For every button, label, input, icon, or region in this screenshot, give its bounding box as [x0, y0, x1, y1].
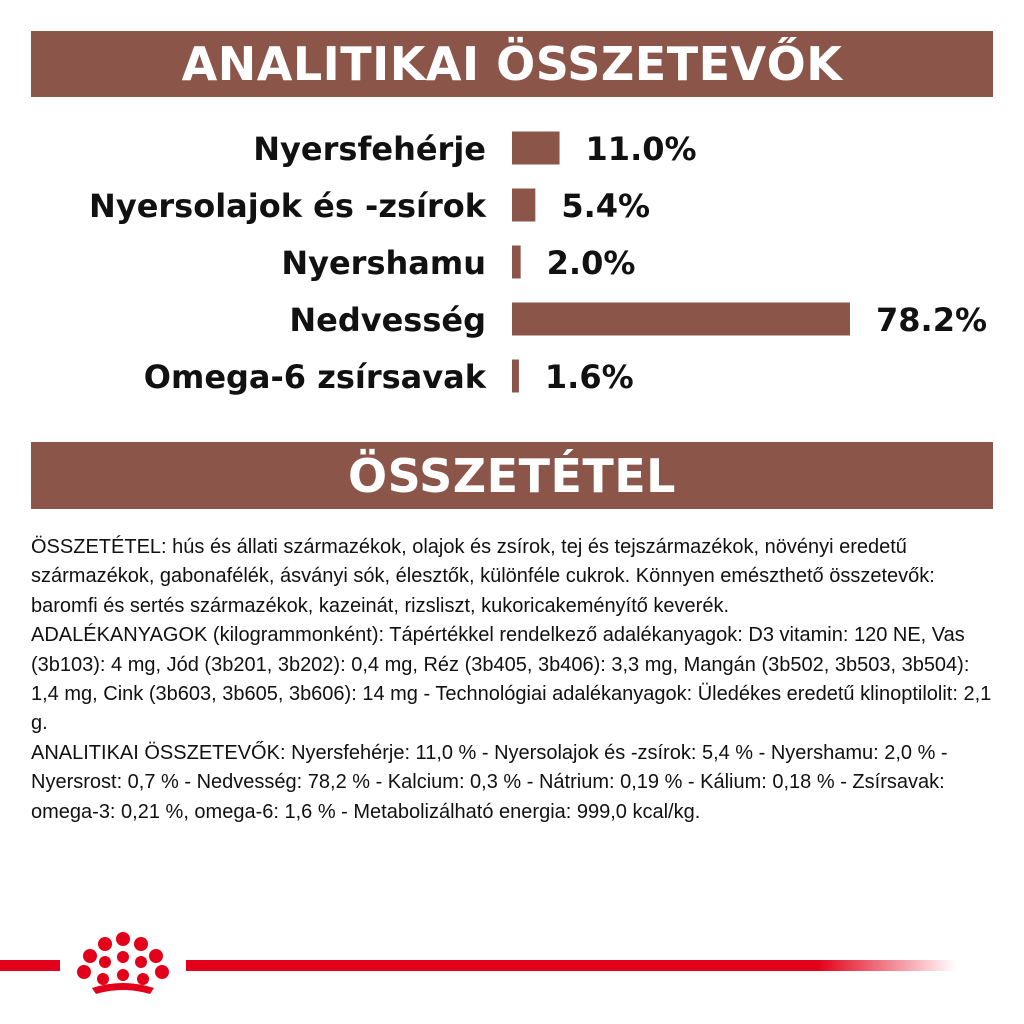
footer-line-left — [0, 960, 60, 971]
bar — [512, 189, 535, 222]
crown-icon — [77, 932, 169, 994]
analytics-banner — [31, 31, 993, 97]
composition-paragraph: ÖSSZETÉTEL: hús és állati származékok, olajok és zsírok, tej és tejszármazékok, növényi eredetű származékok, gabonafélék, ásványi sók, élesztők, különféle cukrok. Könnyen emészthető összetevők: baromfi és sertés származékok, kazeinát, rizsliszt, kukoricakeményítő keverék. — [31, 536, 935, 617]
value-label: 11.0% — [585, 130, 697, 168]
footer-line-right — [186, 960, 956, 971]
value-label: 5.4% — [561, 187, 651, 225]
bar — [512, 360, 519, 393]
composition-banner — [31, 442, 993, 509]
category-label: Nedvesség — [289, 301, 486, 339]
category-label: Omega-6 zsírsavak — [143, 358, 486, 396]
composition-text — [31, 533, 999, 827]
analytics-paragraph: ANALITIKAI ÖSSZETEVŐK: Nyersfehérje: 11,0 % - Nyersolajok és -zsírok: 5,4 % - Nyershamu: 2,0 % - Nyersrost: 0,7 % - Nedvesség: 78,2 % - Kalcium: 0,3 % - Nátrium: 0,19 % - Kálium: 0,18 % - Zsírsavak: omega-3: 0,21 %, omega-6: 1,6 % - Metabolizálható energia: 999,0 kcal/kg. — [31, 741, 948, 823]
bar — [512, 246, 521, 279]
composition-title: ÖSSZETÉTEL — [348, 448, 676, 503]
analytics-title: ANALITIKAI ÖSSZETEVŐK — [181, 37, 843, 91]
additives-paragraph: ADALÉKANYAGOK (kilogrammonként): Tápértékkel rendelkező adalékanyagok: D3 vitamin: 120 NE, Vas (3b103): 4 mg, Jód (3b201, 3b202): 0,4 mg, Réz (3b405, 3b406): 3,3 mg, Mangán (3b502, 3b503, 3b504): 1,4 mg, Cink (3b603, 3b605, 3b606): 14 mg - Technológiai adalékanyagok: Üledékes eredetű klinoptilolit: 2,1 g. — [31, 624, 992, 735]
category-label: Nyershamu — [281, 244, 486, 282]
bar — [512, 303, 850, 336]
bar — [512, 132, 560, 165]
value-label: 1.6% — [544, 358, 634, 396]
nutrient-bar-chart — [0, 110, 1024, 410]
category-label: Nyersolajok és -zsírok — [89, 187, 486, 225]
value-label: 78.2% — [876, 301, 988, 339]
category-label: Nyersfehérje — [253, 130, 486, 168]
brand-footer — [0, 930, 1024, 1000]
value-label: 2.0% — [546, 244, 636, 282]
